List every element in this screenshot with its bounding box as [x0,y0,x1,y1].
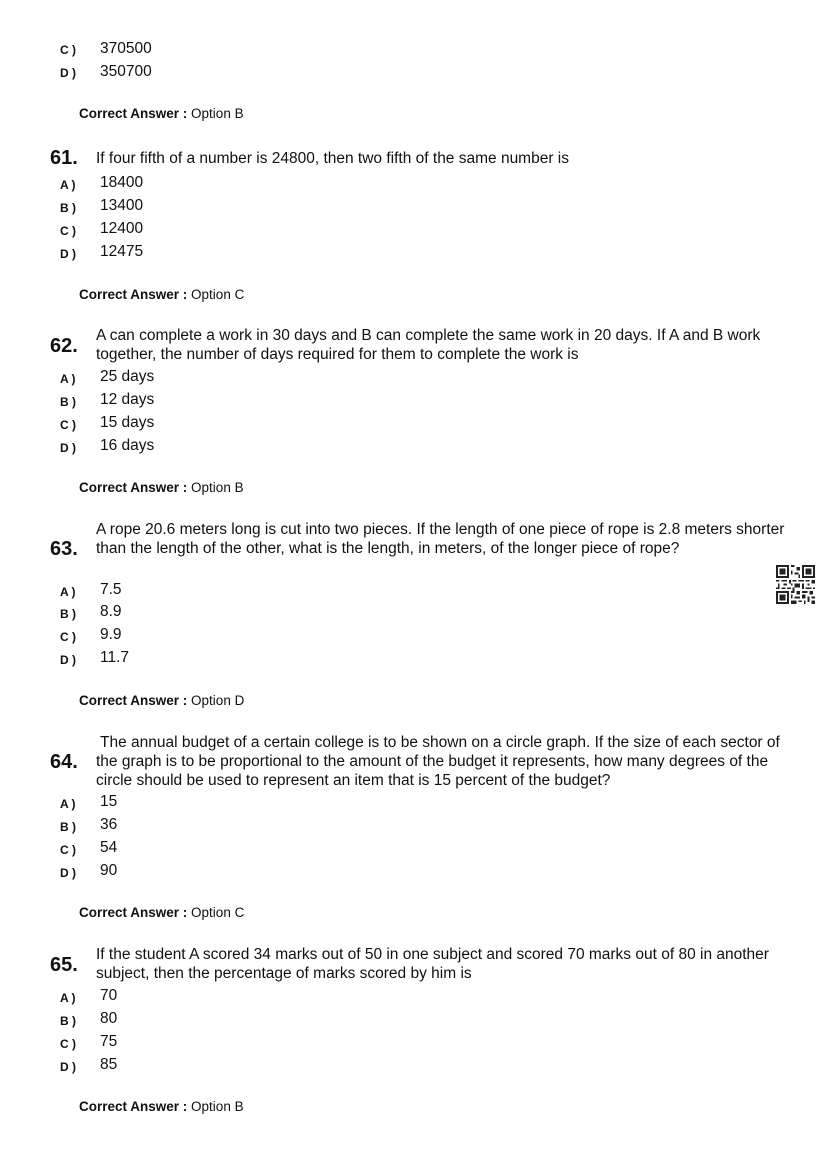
option-letter: D ) [60,1060,76,1074]
question-number: 61. [50,147,78,169]
option-text: 8.9 [100,603,122,620]
option-letter: C ) [60,224,76,238]
correct-answer [79,692,244,710]
option-text: 13400 [100,197,144,214]
option-text: 11.7 [100,649,130,666]
option-letter: D ) [60,66,76,80]
question-text: If four fifth of a number is 24800, then two fifth of the same number is [96,150,569,167]
option-letter: D ) [60,441,76,455]
option-letter: A ) [60,991,76,1005]
correct-answer [79,904,244,922]
option-letter: D ) [60,866,76,880]
option-letter: B ) [60,1014,76,1028]
option-text: 54 [100,839,118,856]
option-text: 16 days [100,437,155,454]
correct-answer-value: Option B [191,480,244,495]
correct-answer-label: Correct Answer : [79,480,188,495]
correct-answer-label: Correct Answer : [79,905,188,920]
option-text: 12475 [100,243,144,260]
option-text: 85 [100,1056,118,1073]
option-letter: C ) [60,843,76,857]
option-letter: A ) [60,178,76,192]
question-number: 65. [50,954,78,976]
correct-answer [79,105,244,123]
correct-answer-value: Option B [191,1099,244,1114]
question-number: 62. [50,335,78,357]
option-text: 12 days [100,391,155,408]
option-text: 36 [100,816,118,833]
option-text: 9.9 [100,626,122,643]
correct-answer-value: Option B [191,106,244,121]
option-letter: D ) [60,653,76,667]
correct-answer-value: Option D [191,693,245,708]
option-text: 370500 [100,40,152,57]
option-letter: B ) [60,820,76,834]
option-text: 80 [100,1010,118,1027]
option-letter: C ) [60,43,76,57]
option-text: 12400 [100,220,144,237]
correct-answer-label: Correct Answer : [79,106,188,121]
correct-answer-value: Option C [191,905,245,920]
question-text: If the student A scored 34 marks out of 50 in one subject and scored 70 marks out of 80 in another subject, then the percentage of marks scored by him is [96,946,769,982]
option-letter: B ) [60,201,76,215]
qr-code-icon [776,565,815,604]
option-text: 18400 [100,174,144,191]
option-text: 15 [100,793,118,810]
option-text: 90 [100,862,118,879]
option-letter: C ) [60,418,76,432]
option-text: 350700 [100,63,152,80]
correct-answer-value: Option C [191,287,245,302]
question-number: 63. [50,538,78,560]
option-text: 70 [100,987,118,1004]
option-text: 15 days [100,414,155,431]
option-letter: A ) [60,372,76,386]
question-number: 64. [50,751,78,773]
correct-answer-label: Correct Answer : [79,1099,188,1114]
option-text: 75 [100,1033,118,1050]
correct-answer-label: Correct Answer : [79,287,188,302]
option-letter: C ) [60,1037,76,1051]
option-text: 7.5 [100,581,122,598]
question-text: The annual budget of a certain college is to be shown on a circle graph. If the size of each sector of the graph is to be proportional to the amount of the budget it represents, how many degrees of the circle should be used to represent an item that is 15 percent of the budget? [96,734,780,789]
option-text: 25 days [100,368,155,385]
correct-answer-label: Correct Answer : [79,693,188,708]
question-text: A rope 20.6 meters long is cut into two pieces. If the length of one piece of rope is 2.8 meters shorter than the length of the other, what is the length, in meters, of the longer piece of rope? [96,521,785,557]
option-letter: A ) [60,585,76,599]
option-letter: B ) [60,607,76,621]
question-text: A can complete a work in 30 days and B can complete the same work in 20 days. If A and B work together, the number of days required for them to complete the work is [96,327,761,363]
correct-answer [79,479,244,497]
option-letter: A ) [60,797,76,811]
option-letter: C ) [60,630,76,644]
correct-answer [79,286,244,304]
correct-answer [79,1098,244,1116]
option-letter: D ) [60,247,76,261]
option-letter: B ) [60,395,76,409]
